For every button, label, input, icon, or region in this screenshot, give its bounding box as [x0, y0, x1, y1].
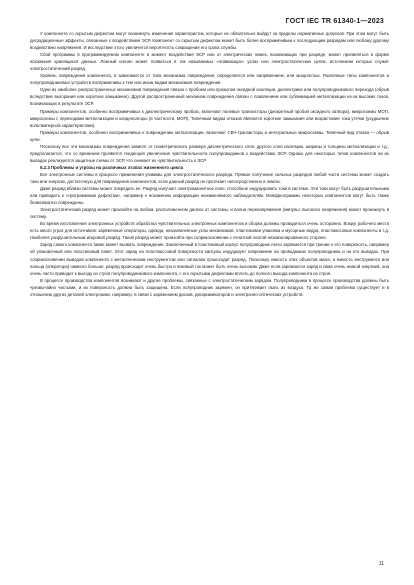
- paragraph: Все электронные системы в процессе применения уязвимы для электростатического разряда. Прямое получение сильных разрядов любой части системы может создать токи или энергию, достаточную для повреждения компонентов, если данный разряд не протекает непосредственно в землю.: [30, 171, 389, 184]
- paragraph: Во время изготовления электронных устройств обработка чувствительных электронных компонентов и сборка должны проводиться очень осторожно. Вокруг рабочего места есть много угроз для источников: заряженные операторы, одежда, незаземленные узлы механизмов, пластиковая упаковка и мусорные ведра, пластмассовые компоненты и т.д. Наиболее разрушительным искровой разряд. Такой разряд может произойти при соприкосновении с печатной платой незаизолированного стороне.: [30, 221, 389, 241]
- section-heading: 5.2.3 Проблемы и угрозы на различных этапах жизненного цикла: [40, 164, 184, 170]
- paragraph: Заряд самого компонента также может вызвать повреждение. Заключенный в пластиковый корпус полупроводник легко заряжается при трении о его поверхность, например об упаковочный или пластиковый пакет. Этот заряд на пластмассовой поверхности капсулы индуцирует напряжение на проводниках полупроводника и на его выводах. При соприкосновении выводов компонента с металлическим инструментом или сигналом происходит разряд. Поскольку емкость этих объектов мала, а емкость инструмента или пальца (оператора) намного больше, разряд происходит очень быстро и пиковый ток может быть очень высоким. Даже если заряжаются заряд и сама очень низкой энергией, она очень часто приводит к выходу из строя полупроводникового компонента, с его скрытыми дефектами вплоть до полного выхода компонента из строя.: [30, 242, 389, 276]
- document-body: [30, 30, 389, 298]
- paragraph: Примеры компонентов, особенно восприимчивых к диэлектрическому пробою, включают полевые транзисторы (дискретный пробой оксидного затвора), микросхемы МОП, микросхемы с переходами металлизации и конденсаторы (в частности, МОП). Типичным видом отказов являются короткие замыкания или возрастание тока утечки (ухудшение вольтамперной характеристики).: [30, 108, 389, 128]
- page-header: ГОСТ IEC TR 61340-1—2023: [285, 18, 384, 25]
- paragraph: Поскольку все эти механизмы повреждения зависят от геометрического размера диэлектрического слоя, другого слоя изоляции, ширины и толщины металлизации и т.д., предполагается, что со временем проявится тенденция увеличения чувствительности полупроводников к воздействию ЭСР. Однако для некоторых типов компонентов на их выводах реализуются защитные схемы от ЭСР, что снижает их чувствительность к ЭСР.: [30, 143, 389, 163]
- paragraph: Даже разряд вблизи системы может повредить ее. Разряд излучает электромагнитное поле, способное индуцировать токи в системе. Эти токи могут быть разрушительными или приводить к «программным дефектам», например к искажению информации неизменяемого наблюдателям. Мэнфреограммы некоторых компонентов могут быть также безвозвратно повреждены.: [30, 186, 389, 206]
- paragraph: Уровень повреждения компонента, в зависимости от типа механизма повреждения, определяется или напряжением, или мощностью. Различные типы компонентов и полупроводниковых устройств восприимчивы к тем или иным видам механизмов повреждения.: [30, 73, 389, 86]
- paragraph: В процессе производства компонентов возникают и другие проблемы, связанные с электростатическим зарядом. Полупроводники в процессе производства должны быть чрезвычайно чистыми, и их поверхность должна быть защищена. Если полупроводник заряжен, он притягивает пыль из воздуха. Та же самая проблема существует и в отношении других деталей электроники, например, в связи с заряжением дисков, дискриминаторов и электронно-оптических устройств.: [30, 277, 389, 297]
- paragraph: Электростатический разряд может произойти на любом, расположенном далеко от системы, и волна перенапряжения (импульс высокого напряжения) может проникнуть в систему.: [30, 207, 389, 220]
- page-number: 11: [378, 561, 384, 567]
- paragraph: У компонента со скрытым дефектом могут возникнуть изменения характеристик, которые не обязательно выйдут за пределы нормативных допусков. При этом могут быть деградационные эффекты, связанные с воздействием ЭСР. Компонент со скрытым дефектом может быть более восприимчивым к последующим разрядам или любому другому воздействию напряжения. И исследствие этого увеличится вероятность сокращения его срока службы.: [30, 31, 389, 51]
- paragraph: Примеры компонентов, особенно восприимчивых к повреждению металлизации, включают СВЧ-транзисторы и интегральные микросхемы. Типичный вид отказа — обрыв цепи.: [30, 129, 389, 142]
- paragraph: Одни из наиболее распространенных механизмов повреждения связан с пробоем или прожогом оксидной изоляции, диэлектрика или полупроводникового перехода (обрыв вследствие выгорания или короткое замыкание). Другой распространенный механизм повреждения связан с плавлением или сублимацией металлизации из-за высоких токов, возникающих в результате ЭСР.: [30, 87, 389, 107]
- paragraph: Сбой программы в программируемом компоненте в момент воздействия ЭСР или от электрических помех, возникающих при разряде, может проявляться в форме искажения хранящихся данных. Ложный сигнал может появиться в так называемых «плавающих» узлах или электростатических цепях, источником которых служит электростатический разряд.: [30, 52, 389, 72]
